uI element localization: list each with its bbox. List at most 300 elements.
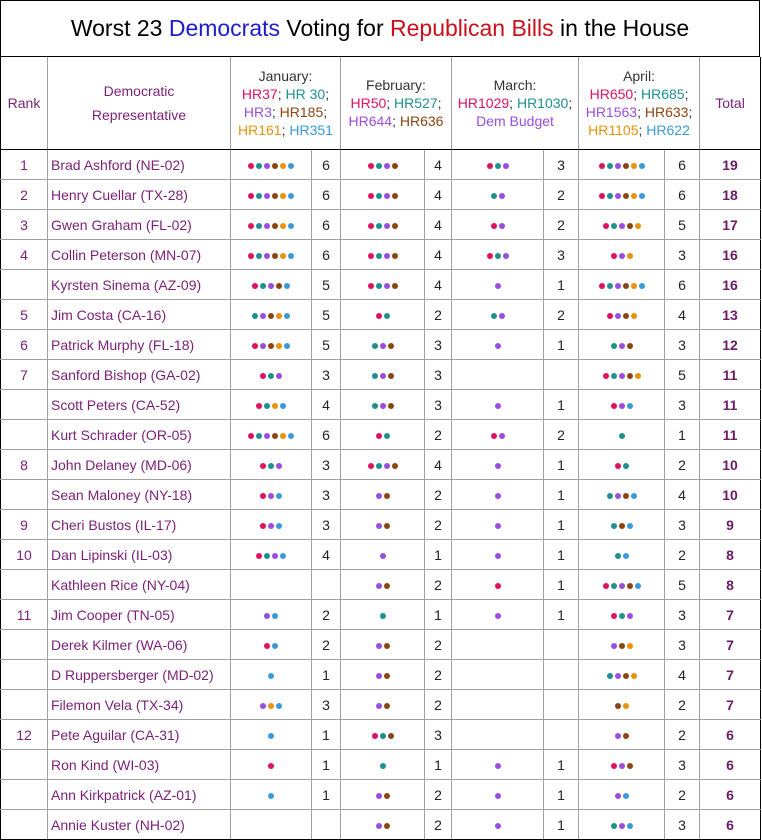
vote-dot — [268, 373, 274, 379]
vote-count-jan — [312, 570, 341, 600]
vote-dots-mar — [452, 750, 544, 780]
vote-dots-feb — [341, 240, 425, 270]
vote-dot — [611, 253, 617, 259]
vote-dot — [380, 343, 386, 349]
vote-dots-apr — [579, 390, 665, 420]
vote-dot — [272, 613, 278, 619]
vote-dot — [288, 193, 294, 199]
vote-dot — [280, 403, 286, 409]
vote-count-apr: 2 — [665, 720, 700, 750]
page-title — [0, 0, 760, 57]
vote-count-apr: 6 — [665, 150, 700, 180]
table-row — [1, 180, 761, 210]
bill-label: ; — [509, 95, 517, 111]
vote-dot — [491, 433, 497, 439]
vote-dot — [619, 523, 625, 529]
bill-list-line — [452, 94, 578, 112]
bill-label: ; — [277, 86, 286, 102]
rank-cell: 1 — [1, 150, 48, 180]
vote-count-apr: 5 — [665, 570, 700, 600]
vote-dots-jan — [231, 330, 312, 360]
vote-dot — [611, 643, 617, 649]
header-month-april — [579, 57, 700, 150]
table-row — [1, 210, 761, 240]
vote-count-apr: 3 — [665, 750, 700, 780]
vote-dot — [623, 283, 629, 289]
vote-dot — [392, 253, 398, 259]
vote-dot — [599, 283, 605, 289]
vote-dot — [607, 163, 613, 169]
vote-count-apr: 3 — [665, 630, 700, 660]
vote-dot — [288, 253, 294, 259]
vote-dots-jan — [231, 540, 312, 570]
bill-label: HR1563 — [585, 104, 638, 120]
vote-dot — [623, 793, 629, 799]
vote-dot — [607, 193, 613, 199]
rank-cell: 7 — [1, 360, 48, 390]
vote-dots-jan — [231, 720, 312, 750]
vote-dot — [619, 253, 625, 259]
table-row — [1, 750, 761, 780]
bill-list-line — [452, 112, 578, 130]
bill-list-line — [341, 94, 451, 112]
vote-dot — [623, 193, 629, 199]
bill-label: HR 30 — [285, 86, 326, 102]
vote-dot — [384, 283, 390, 289]
vote-dots-apr — [579, 450, 665, 480]
bill-label: HR622 — [646, 122, 690, 138]
vote-dot — [260, 523, 266, 529]
vote-dot — [635, 223, 641, 229]
vote-dot — [368, 253, 374, 259]
vote-dot — [495, 553, 501, 559]
vote-count-mar: 1 — [544, 600, 579, 630]
vote-dot — [248, 193, 254, 199]
vote-dots-feb — [341, 360, 425, 390]
vote-dot — [264, 223, 270, 229]
table-row — [1, 630, 761, 660]
vote-dot — [284, 283, 290, 289]
vote-dot — [276, 703, 282, 709]
vote-count-feb: 2 — [425, 480, 452, 510]
vote-dot — [368, 223, 374, 229]
bill-list-line — [231, 103, 340, 121]
header-total: Total — [700, 57, 761, 150]
vote-dot — [619, 373, 625, 379]
table-row — [1, 780, 761, 810]
vote-dot — [268, 703, 274, 709]
table-row — [1, 660, 761, 690]
vote-dots-mar — [452, 630, 544, 660]
vote-count-jan: 1 — [312, 720, 341, 750]
vote-dot — [388, 403, 394, 409]
vote-dot — [607, 673, 613, 679]
vote-dot — [615, 673, 621, 679]
vote-dot — [384, 463, 390, 469]
vote-dot — [256, 433, 262, 439]
vote-dot — [627, 643, 633, 649]
vote-dot — [260, 343, 266, 349]
representative-name: Gwen Graham (FL-02) — [48, 210, 231, 240]
bill-label: ; — [386, 95, 395, 111]
title-republican-bills: Republican Bills — [390, 15, 554, 41]
total-cell: 10 — [700, 450, 761, 480]
vote-dot — [376, 523, 382, 529]
rank-cell — [1, 420, 48, 450]
vote-dot — [268, 733, 274, 739]
vote-dot — [619, 763, 625, 769]
header-representative — [48, 57, 231, 150]
vote-dot — [499, 193, 505, 199]
representative-name: Henry Cuellar (TX-28) — [48, 180, 231, 210]
vote-dots-jan — [231, 300, 312, 330]
vote-dot — [631, 163, 637, 169]
vote-dot — [631, 493, 637, 499]
vote-count-feb: 4 — [425, 180, 452, 210]
vote-dot — [376, 703, 382, 709]
month-name: April: — [623, 68, 655, 84]
total-cell: 11 — [700, 420, 761, 450]
vote-dot — [619, 343, 625, 349]
vote-dots-feb — [341, 300, 425, 330]
vote-dot — [256, 553, 262, 559]
vote-dot — [276, 343, 282, 349]
vote-dot — [264, 163, 270, 169]
vote-count-apr: 3 — [665, 240, 700, 270]
vote-dot — [264, 553, 270, 559]
vote-dot — [495, 253, 501, 259]
vote-count-apr: 3 — [665, 600, 700, 630]
vote-dots-feb — [341, 270, 425, 300]
vote-dot — [635, 583, 641, 589]
vote-count-jan: 6 — [312, 240, 341, 270]
vote-dots-jan — [231, 690, 312, 720]
vote-dot — [252, 343, 258, 349]
vote-dots-mar — [452, 150, 544, 180]
vote-count-mar: 1 — [544, 390, 579, 420]
vote-dots-mar — [452, 810, 544, 840]
vote-dot — [268, 673, 274, 679]
vote-dot — [615, 493, 621, 499]
total-cell: 7 — [700, 660, 761, 690]
vote-dot — [248, 163, 254, 169]
table-row — [1, 810, 761, 840]
vote-dots-feb — [341, 480, 425, 510]
bill-list-line — [579, 121, 699, 139]
vote-dot — [611, 223, 617, 229]
vote-dot — [380, 553, 386, 559]
vote-dot — [611, 613, 617, 619]
vote-dots-jan — [231, 210, 312, 240]
representative-name: Scott Peters (CA-52) — [48, 390, 231, 420]
vote-dot — [623, 553, 629, 559]
vote-dot — [268, 463, 274, 469]
vote-count-mar: 1 — [544, 810, 579, 840]
vote-count-feb: 1 — [425, 750, 452, 780]
vote-dot — [623, 313, 629, 319]
rank-cell: 2 — [1, 180, 48, 210]
vote-dot — [264, 193, 270, 199]
vote-count-mar — [544, 720, 579, 750]
vote-dot — [503, 163, 509, 169]
vote-dot — [619, 613, 625, 619]
header-row — [1, 57, 761, 150]
table-row — [1, 600, 761, 630]
bill-label: HR3 — [243, 104, 272, 120]
vote-dot — [635, 373, 641, 379]
vote-count-mar: 1 — [544, 540, 579, 570]
bill-label: HR636 — [399, 113, 444, 129]
total-cell: 16 — [700, 240, 761, 270]
vote-dots-apr — [579, 660, 665, 690]
rank-cell — [1, 570, 48, 600]
vote-dot — [495, 823, 501, 829]
vote-dot — [288, 223, 294, 229]
month-name: February: — [366, 77, 426, 93]
vote-count-feb: 2 — [425, 510, 452, 540]
vote-dot — [380, 763, 386, 769]
total-cell: 7 — [700, 600, 761, 630]
vote-dot — [627, 373, 633, 379]
vote-count-jan: 3 — [312, 480, 341, 510]
vote-dot — [264, 253, 270, 259]
vote-dot — [256, 193, 262, 199]
vote-count-jan: 5 — [312, 300, 341, 330]
representative-name: Ann Kirkpatrick (AZ-01) — [48, 780, 231, 810]
vote-dot — [268, 283, 274, 289]
vote-count-feb: 2 — [425, 420, 452, 450]
vote-dot — [615, 553, 621, 559]
vote-dot — [376, 583, 382, 589]
vote-dot — [264, 403, 270, 409]
table-row — [1, 540, 761, 570]
table-row — [1, 300, 761, 330]
vote-dots-mar — [452, 780, 544, 810]
vote-dot — [599, 193, 605, 199]
vote-count-jan: 4 — [312, 390, 341, 420]
vote-count-apr: 4 — [665, 660, 700, 690]
vote-dot — [276, 313, 282, 319]
vote-count-apr: 4 — [665, 300, 700, 330]
vote-dots-jan — [231, 240, 312, 270]
vote-dots-mar — [452, 420, 544, 450]
rank-cell: 10 — [1, 540, 48, 570]
vote-count-apr: 5 — [665, 210, 700, 240]
vote-count-feb: 2 — [425, 780, 452, 810]
vote-count-apr: 2 — [665, 780, 700, 810]
vote-dot — [503, 253, 509, 259]
vote-dot — [368, 463, 374, 469]
title-democrats: Democrats — [168, 15, 281, 41]
vote-dots-jan — [231, 780, 312, 810]
vote-dot — [376, 643, 382, 649]
total-cell: 8 — [700, 540, 761, 570]
vote-dots-apr — [579, 360, 665, 390]
bill-label: HR1105 — [588, 122, 639, 138]
vote-dots-apr — [579, 300, 665, 330]
vote-dot — [384, 523, 390, 529]
bill-label: HR1029 — [457, 95, 510, 111]
vote-dot — [372, 733, 378, 739]
table-row — [1, 150, 761, 180]
vote-dots-mar — [452, 570, 544, 600]
vote-count-apr: 3 — [665, 330, 700, 360]
vote-dots-feb — [341, 660, 425, 690]
vote-dot — [384, 433, 390, 439]
vote-count-feb: 2 — [425, 660, 452, 690]
vote-count-feb: 3 — [425, 330, 452, 360]
bill-label: ; — [325, 86, 330, 102]
table-row — [1, 450, 761, 480]
vote-dot — [272, 643, 278, 649]
vote-count-apr: 6 — [665, 180, 700, 210]
table-row — [1, 720, 761, 750]
bill-label: ; — [637, 104, 645, 120]
vote-dot — [384, 313, 390, 319]
vote-dot — [611, 763, 617, 769]
vote-dots-mar — [452, 330, 544, 360]
vote-dot — [627, 523, 633, 529]
vote-dot — [376, 193, 382, 199]
vote-dot — [280, 163, 286, 169]
vote-dots-mar — [452, 450, 544, 480]
vote-count-apr: 2 — [665, 450, 700, 480]
vote-dot — [272, 193, 278, 199]
bill-label: HR685 — [640, 86, 685, 102]
vote-dot — [384, 643, 390, 649]
bill-label: HR351 — [289, 122, 333, 138]
vote-dot — [280, 553, 286, 559]
rank-cell: 9 — [1, 510, 48, 540]
vote-dot — [639, 193, 645, 199]
vote-dot — [276, 523, 282, 529]
representative-name: Brad Ashford (NE-02) — [48, 150, 231, 180]
vote-dots-jan — [231, 390, 312, 420]
vote-dots-feb — [341, 570, 425, 600]
vote-dot — [372, 343, 378, 349]
bill-label: HR37 — [241, 86, 278, 102]
vote-dot — [272, 403, 278, 409]
vote-count-jan — [312, 810, 341, 840]
bill-list-line — [341, 112, 451, 130]
vote-dot — [276, 373, 282, 379]
bill-label: ; — [437, 95, 442, 111]
bill-label: ; — [568, 95, 573, 111]
vote-dots-apr — [579, 240, 665, 270]
vote-dot — [384, 823, 390, 829]
vote-dot — [384, 793, 390, 799]
vote-dot — [495, 523, 501, 529]
representative-name: Filemon Vela (TX-34) — [48, 690, 231, 720]
vote-dot — [368, 163, 374, 169]
table-row — [1, 270, 761, 300]
vote-count-mar: 1 — [544, 270, 579, 300]
header-rep-line1: Democratic — [103, 83, 175, 99]
vote-dot — [611, 583, 617, 589]
vote-count-feb: 4 — [425, 150, 452, 180]
vote-dot — [268, 343, 274, 349]
vote-dot — [260, 703, 266, 709]
vote-dot — [248, 433, 254, 439]
header-month-march — [452, 57, 579, 150]
vote-dot — [495, 343, 501, 349]
vote-dot — [627, 763, 633, 769]
rank-cell — [1, 630, 48, 660]
bill-label: ; — [271, 104, 280, 120]
vote-dot — [611, 343, 617, 349]
vote-dots-apr — [579, 510, 665, 540]
vote-dot — [384, 673, 390, 679]
vote-count-mar: 1 — [544, 330, 579, 360]
vote-count-apr: 6 — [665, 270, 700, 300]
vote-dots-apr — [579, 690, 665, 720]
vote-count-mar — [544, 660, 579, 690]
bill-list-line — [579, 85, 699, 103]
vote-dot — [623, 673, 629, 679]
vote-dots-jan — [231, 420, 312, 450]
vote-dots-mar — [452, 210, 544, 240]
vote-dot — [260, 373, 266, 379]
rank-cell: 12 — [1, 720, 48, 750]
vote-dots-apr — [579, 600, 665, 630]
vote-dots-jan — [231, 570, 312, 600]
vote-dot — [260, 313, 266, 319]
vote-dots-apr — [579, 270, 665, 300]
title-prefix: Worst 23 — [70, 15, 169, 41]
vote-count-jan: 5 — [312, 330, 341, 360]
bill-label: ; — [684, 86, 689, 102]
table-row — [1, 510, 761, 540]
representative-name: Kyrsten Sinema (AZ-09) — [48, 270, 231, 300]
vote-dot — [376, 163, 382, 169]
vote-dot — [256, 403, 262, 409]
vote-count-jan: 5 — [312, 270, 341, 300]
vote-dot — [248, 253, 254, 259]
vote-dot — [615, 163, 621, 169]
vote-count-feb: 4 — [425, 210, 452, 240]
vote-dots-mar — [452, 300, 544, 330]
vote-dots-apr — [579, 150, 665, 180]
vote-count-jan: 2 — [312, 630, 341, 660]
vote-dot — [272, 223, 278, 229]
vote-dot — [499, 223, 505, 229]
vote-count-mar — [544, 630, 579, 660]
vote-dot — [392, 163, 398, 169]
vote-dot — [499, 433, 505, 439]
total-cell: 18 — [700, 180, 761, 210]
vote-dots-feb — [341, 390, 425, 420]
vote-count-feb: 4 — [425, 450, 452, 480]
table-row — [1, 390, 761, 420]
vote-dots-mar — [452, 510, 544, 540]
vote-dots-jan — [231, 750, 312, 780]
vote-count-feb: 4 — [425, 240, 452, 270]
rank-cell — [1, 780, 48, 810]
vote-count-feb: 2 — [425, 570, 452, 600]
vote-dot — [272, 553, 278, 559]
table-row — [1, 420, 761, 450]
vote-dot — [631, 283, 637, 289]
vote-dots-feb — [341, 510, 425, 540]
vote-dots-mar — [452, 600, 544, 630]
vote-dot — [368, 193, 374, 199]
vote-dots-feb — [341, 750, 425, 780]
table-row — [1, 240, 761, 270]
header-month-february — [341, 57, 452, 150]
vote-dot — [487, 253, 493, 259]
vote-dot — [619, 643, 625, 649]
vote-dot — [615, 193, 621, 199]
